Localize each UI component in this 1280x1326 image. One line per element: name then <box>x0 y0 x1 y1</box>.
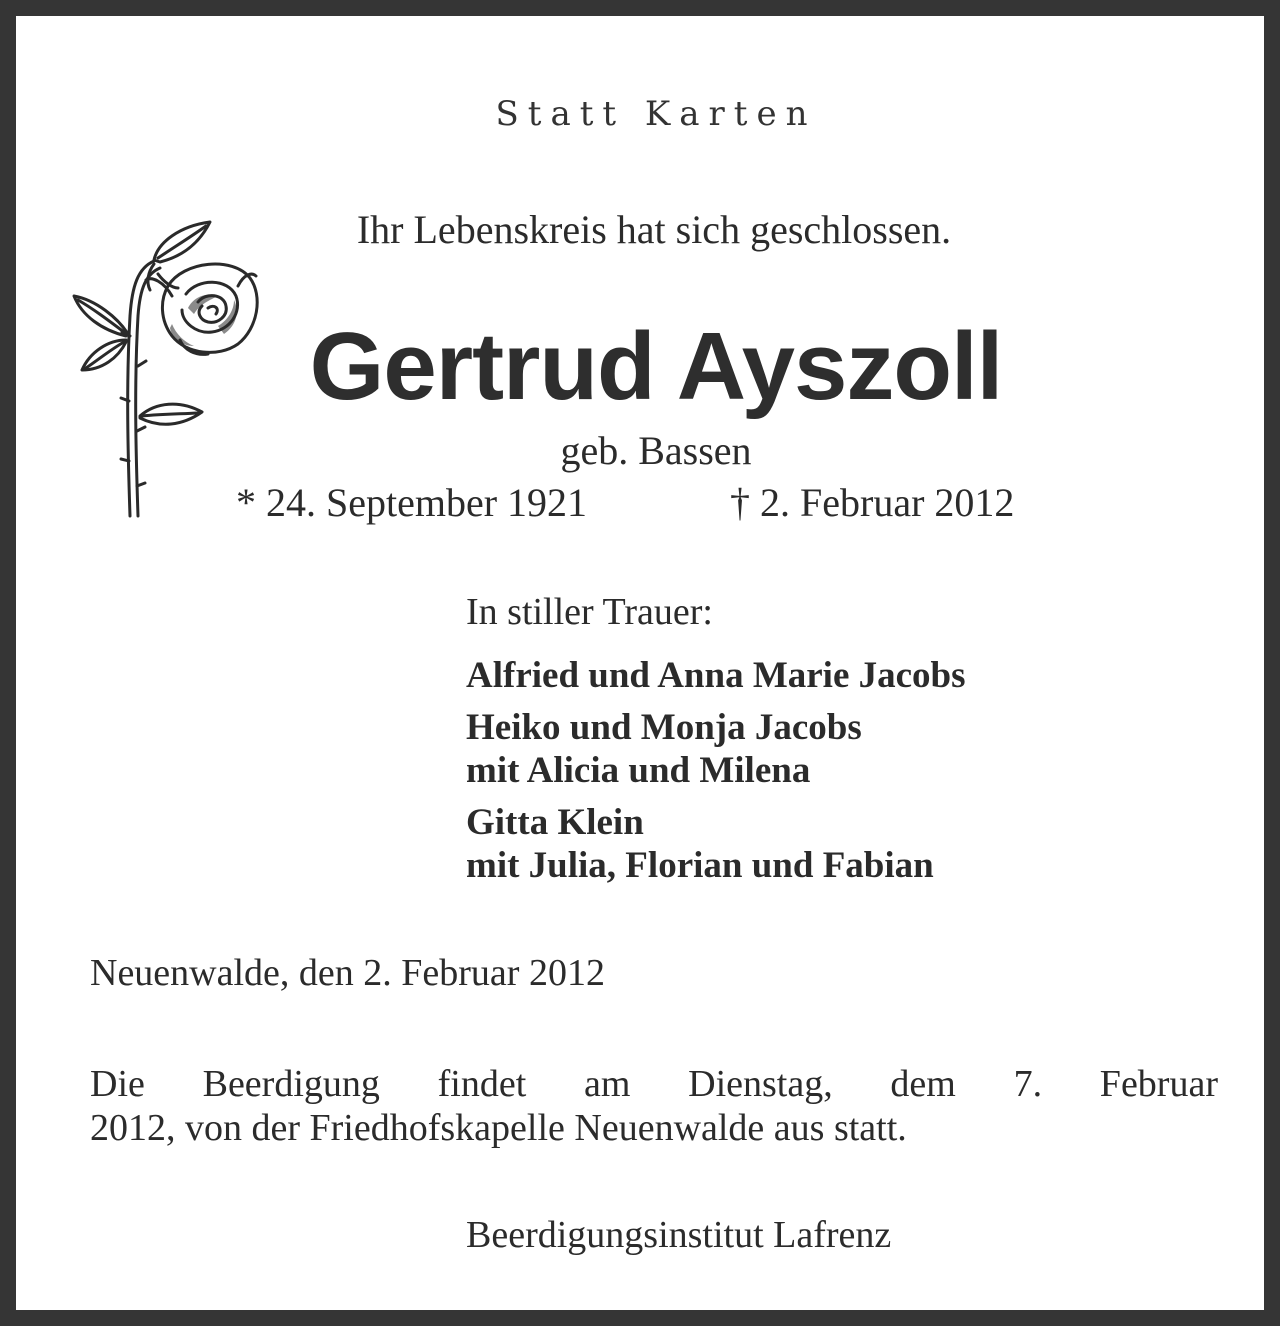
mourners-list <box>466 654 966 896</box>
place-date: Neuenwalde, den 2. Februar 2012 <box>90 952 605 994</box>
death-date: † 2. Februar 2012 <box>730 480 1015 525</box>
funeral-info <box>90 1062 1218 1150</box>
mourner-group <box>466 801 966 887</box>
funeral-info-line: Die Beerdigung findet am Dienstag, dem 7. Februar <box>90 1063 1218 1105</box>
mourner-line: Alfried und Anna Marie Jacobs <box>466 655 966 696</box>
mourner-line: mit Julia, Florian und Fabian <box>466 845 934 886</box>
mourner-line: Gitta Klein <box>466 802 644 843</box>
undertaker-name: Beerdigungsinstitut Lafrenz <box>466 1214 892 1256</box>
birth-name: geb. Bassen <box>560 428 752 473</box>
mourning-label: In stiller Trauer: <box>466 591 713 633</box>
motto-text: Ihr Lebenskreis hat sich geschlossen. <box>356 207 952 252</box>
mourner-line: Heiko und Monja Jacobs <box>466 707 862 748</box>
mourner-group <box>466 654 966 697</box>
funeral-info-line: 2012, von der Friedhofskapelle Neuenwalde aus statt. <box>90 1107 907 1149</box>
mourner-group <box>466 706 966 792</box>
birth-date: * 24. September 1921 <box>236 480 588 525</box>
notice-header: Statt Karten <box>495 94 817 134</box>
mourner-line: mit Alicia und Milena <box>466 750 811 791</box>
deceased-name: Gertrud Ayszoll <box>309 313 1003 420</box>
